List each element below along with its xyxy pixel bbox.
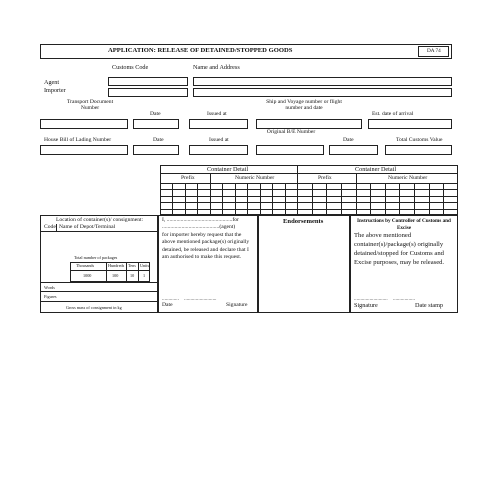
transport-doc-number-label: Transport Document Number (66, 99, 114, 111)
house-bol-date-label: Date (153, 137, 164, 143)
tens-value: 10 (130, 273, 135, 278)
transport-date-field[interactable] (133, 119, 179, 129)
est-arrival-field[interactable] (368, 119, 452, 129)
units-label: Units (140, 263, 150, 268)
agent-name-address-field[interactable] (193, 77, 452, 86)
location-title: Location of container(s)/ consignment: (56, 217, 144, 223)
location-depot-label: Name of Depot/Terminal (59, 224, 116, 230)
instructions-dots: .......................... ................. (354, 296, 415, 302)
declaration-dots: ............. ......................... (162, 296, 217, 302)
original-bol-date-label: Date (343, 137, 354, 143)
agent-label: Agent (44, 79, 60, 86)
importer-customs-code-field[interactable] (108, 88, 188, 97)
location-code-label: Code (44, 224, 56, 230)
instructions-body: The above mentioned container(s)/package(s) originally detained/stopped for Customs and Excise purposes, may be released. (354, 232, 445, 266)
house-bol-issued-at-field[interactable] (189, 145, 248, 155)
hundreds-label: Hundreds (108, 263, 125, 268)
importer-label: Importer (44, 87, 66, 94)
container-prefix-label-1: Prefix (181, 175, 195, 181)
ship-voyage-field[interactable] (256, 119, 362, 129)
declaration-line-1: I, ...............................................for (162, 217, 239, 223)
form-code: DA 74 (427, 48, 441, 54)
container-detail-title-1: Container Detail (207, 166, 249, 173)
importer-name-address-field[interactable] (193, 88, 452, 97)
words-label: Words (44, 285, 55, 290)
original-bol-field[interactable] (256, 145, 324, 155)
instructions-date-stamp-label: Date stamp (415, 302, 444, 309)
thousands-value: 1000 (83, 273, 92, 278)
container-numeric-label-1: Numeric Number (235, 175, 275, 181)
total-customs-value-label: Total Customs Value (396, 137, 443, 143)
house-bol-issued-at-label: Issued at (209, 137, 229, 143)
figures-label: Figures (44, 294, 57, 299)
figures-field[interactable] (60, 292, 156, 300)
container-detail-title-2: Container Detail (355, 166, 397, 173)
house-bol-label: House Bill of Lading Number (44, 137, 112, 143)
customs-code-label: Customs Code (112, 64, 149, 71)
instructions-signature-label: Signature (354, 302, 378, 309)
hundreds-value: 100 (112, 273, 119, 278)
transport-issued-at-field[interactable] (189, 119, 248, 129)
words-field[interactable] (60, 283, 156, 290)
declaration-body: for importer hereby request that the above mentioned package(s) originally detained, be released and declare that I am authorised to make this request. (162, 232, 250, 260)
house-bol-date-field[interactable] (133, 145, 179, 155)
instructions-title: Instructions by Controller of Customs and Excise (357, 218, 451, 232)
house-bol-field[interactable] (40, 145, 128, 155)
endorsements-title: Endorsements (283, 218, 324, 225)
container-numeric-label-2: Numeric Number (388, 175, 428, 181)
transport-doc-number-field[interactable] (40, 119, 128, 129)
original-bol-label: Original B/E Number (266, 129, 316, 135)
transport-issued-at-label: Issued at (207, 111, 227, 117)
declaration-line-2: .........................................(agent) (162, 224, 236, 230)
declaration-date-label: Date (162, 302, 173, 308)
total-packages-label: Total number of packages (74, 255, 118, 260)
container-prefix-label-2: Prefix (318, 175, 332, 181)
thousands-label: Thousands (76, 263, 95, 268)
name-address-label: Name and Address (193, 64, 240, 71)
original-bol-date-field[interactable] (329, 145, 378, 155)
ship-voyage-label: Ship and Voyage number or flight number and date (266, 99, 342, 111)
est-arrival-label: Est. date of arrival (372, 111, 414, 117)
declaration-signature-label: Signature (226, 302, 248, 308)
form-title: APPLICATION: RELEASE OF DETAINED/STOPPED GOODS (108, 47, 293, 54)
units-value: 1 (143, 273, 146, 278)
transport-date-label: Date (150, 111, 161, 117)
gross-mass-label: Gross mass of consignment in kg (66, 305, 122, 310)
agent-customs-code-field[interactable] (108, 77, 188, 86)
tens-label: Tens (128, 263, 136, 268)
endorsements-section (258, 215, 350, 313)
total-customs-value-field[interactable] (385, 145, 452, 155)
